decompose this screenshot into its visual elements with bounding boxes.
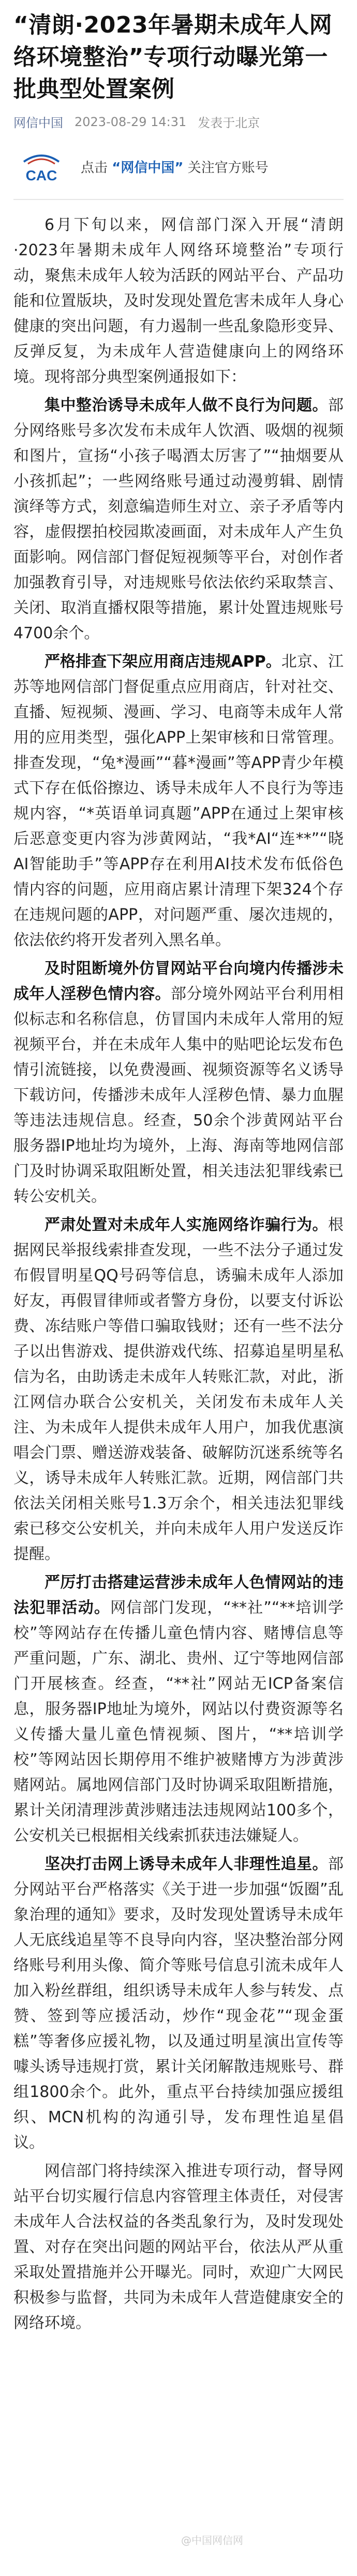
logo-text: CAC	[25, 167, 57, 183]
watermark: @中国网信网	[181, 2534, 243, 2547]
paragraph-body: 北京、江苏等地网信部门督促重点应用商店，针对社交、直播、短视频、漫画、学习、电商等未成年人常用的应用类型，强化APP上架审核和日常管理。排查发现，“兔*漫画”“暮*漫画”等APP青少年模式下存在低俗擦边、诱导未成年人不良行为等违规内容，“*英语单词真题”APP在通过上架审核后恶意变更内容为涉黄网站，“我*AI“连**”“晓AI智能助手”等APP存在利用AI技术发布低俗色情内容的问题，应用商店累计清理下架324个存在违规问题的APP，对问题严重、屡次违规的，依法依约将开发者列入黑名单。	[13, 653, 344, 949]
publish-datetime: 2023-08-29 14:31	[75, 114, 187, 129]
paragraph-body: 6月下旬以来，网信部门深入开展“清朗·2023年暑期未成年人网络环境整治”专项行动，聚焦未成年人较为活跃的网站平台、产品功能和位置版块，及时发现处置危害未成年人身心健康的突出问题，有力遏制一些乱象隐形变异、反弹反复，为未成年人营造健康向上的网络环境。现将部分典型案例通报如下：	[13, 216, 344, 386]
paragraph-lead: 坚决打击网上诱导未成年人非理性追星。	[44, 1855, 328, 1873]
article-page	[0, 9, 357, 2336]
article-body	[13, 212, 344, 2336]
paragraph-lead: 严厉打击搭建运营涉未成年人色情网站的违法犯罪活动。	[13, 1574, 344, 1617]
paragraph-body: 部分境外网站平台利用相似标志和名称信息，仿冒国内未成年人常用的短视频平台，并在未成年人集中的贴吧论坛发布色情引流链接，以免费漫画、视频资源等名义诱导下载访问，传播涉未成年人淫秽色情、暴力血腥等违法违规信息。经查，50余个涉黄网站平台服务器IP地址均为境外，上海、海南等地网信部门及时协调采取阻断处置，相关违法犯罪线索已转公安机关。	[13, 985, 344, 1206]
paragraph	[13, 956, 344, 1209]
banner-prefix: 点击	[81, 160, 108, 176]
paragraph-body: 根据网民举报线索排查发现，一些不法分子通过发布假冒明星QQ号码等信息，诱骗未成年人添加好友，再假冒律师或者警方身份，以要支付诉讼费、冻结账户等借口骗取钱财；还有一些不法分子以出售游戏、提供游戏代练、招募追星明星私信为名，由助诱走未成年人转账汇款，对此，浙江网信办联合公安机关，关闭发布未成年人关注、为未成年人提供未成年人用户，加我优惠演唱会门票、赠送游戏装备、破解防沉迷系统等名义，诱导未成年人转账汇款。近期，网信部门共依法关闭相关账号1.3万余个，相关违法犯罪线索已移交公安机关，并向未成年人用户发送反诈提醒。	[13, 1216, 344, 1563]
banner-suffix: 关注官方账号	[187, 160, 269, 176]
paragraph	[13, 649, 344, 953]
paragraph-body: 网信部门发现，“**社”“**培训学校”等网站存在传播儿童色情内容、赌博信息等严重问题，广东、湖北、贵州、辽宁等地网信部门开展核查。经查，“**社”网站无ICP备案信息，服务器IP地址为境外，网站以付费资源等名义传播大量儿童色情视频、图片，“**培训学校”等网站因长期停用不维护被赌博方为涉黄涉赌网站。属地网信部门及时协调采取阻断措施，累计关闭清理涉黄涉赌违法违规网站100多个，公安机关已根据相关线索抓获违法嫌疑人。	[13, 1599, 344, 1845]
paragraph	[13, 2158, 344, 2336]
follow-banner[interactable]	[13, 144, 344, 189]
paragraph	[13, 1570, 344, 1848]
paragraph-lead: 严肃处置对未成年人实施网络诈骗行为。	[44, 1216, 328, 1234]
paragraph-body: 部分网站平台严格落实《关于进一步加强“饭圈”乱象治理的通知》要求，及时发现处置诱导未成年人无底线追星等不良导向内容，坚决整治部分网络账号利用头像、简介等账号信息引流未成年人加入粉丝群组，组织诱导未成年人参与转发、点赞、签到等应援活动，炒作“现金花”“现金蛋糕”等奢侈应援礼物，以及通过明星演出宣传等噱头诱导违规打赏，累计关闭解散违规账号、群组1800余个。此外，重点平台持续加强应援组织、MCN机构的沟通引导，发布理性追星倡议。	[13, 1855, 344, 2152]
article-title: “清朗·2023年暑期未成年人网络环境整治”专项行动曝光第一批典型处置案例	[13, 12, 333, 102]
paragraph	[13, 393, 344, 646]
article-meta	[13, 113, 344, 131]
paragraph	[13, 1852, 344, 2155]
paragraph-body: 部分网络账号多次发布未成年人饮酒、吸烟的视频和图片，宣扬“小孩子喝酒太厉害了”“抽烟要从小孩抓起”；一些网络账号通过动漫剪辑、剧情演绎等方式，刻意编造师生对立、亲子矛盾等内容，虚假摆拍校园欺凌画面，对未成年人产生负面影响。网信部门督促短视频等平台，对创作者加强教育引导，对违规账号依法依约采取禁言、关闭、取消直播权限等措施，累计处置违规账号4700余个。	[13, 396, 344, 642]
paragraph-body: 网信部门将持续深入推进专项行动，督导网站平台切实履行信息内容管理主体责任，对侵害未成年人合法权益的各类乱象行为，及时发现处置、对存在突出问题的网站平台，依法从严从重采取处置措施并公开曝光。同时，欢迎广大网民积极参与监督，共同为未成年人营造健康安全的网络环境。	[13, 2162, 344, 2332]
publish-location: 发表于北京	[198, 116, 260, 130]
paragraph-lead: 严格排查下架应用商店违规APP。	[44, 653, 281, 671]
banner-brand[interactable]: “网信中国”	[112, 160, 184, 176]
paragraph	[13, 1212, 344, 1567]
paragraph	[13, 212, 344, 390]
divider	[13, 199, 344, 200]
follow-banner-text	[81, 157, 269, 176]
paragraph-lead: 集中整治诱导未成年人做不良行为问题。	[44, 396, 328, 414]
account-name-link[interactable]: 网信中国	[13, 116, 63, 130]
cac-logo-icon	[13, 148, 69, 184]
paragraph-lead: 及时阻断境外仿冒网站平台向境内传播涉未成年人淫秽色情内容。	[13, 960, 344, 1003]
